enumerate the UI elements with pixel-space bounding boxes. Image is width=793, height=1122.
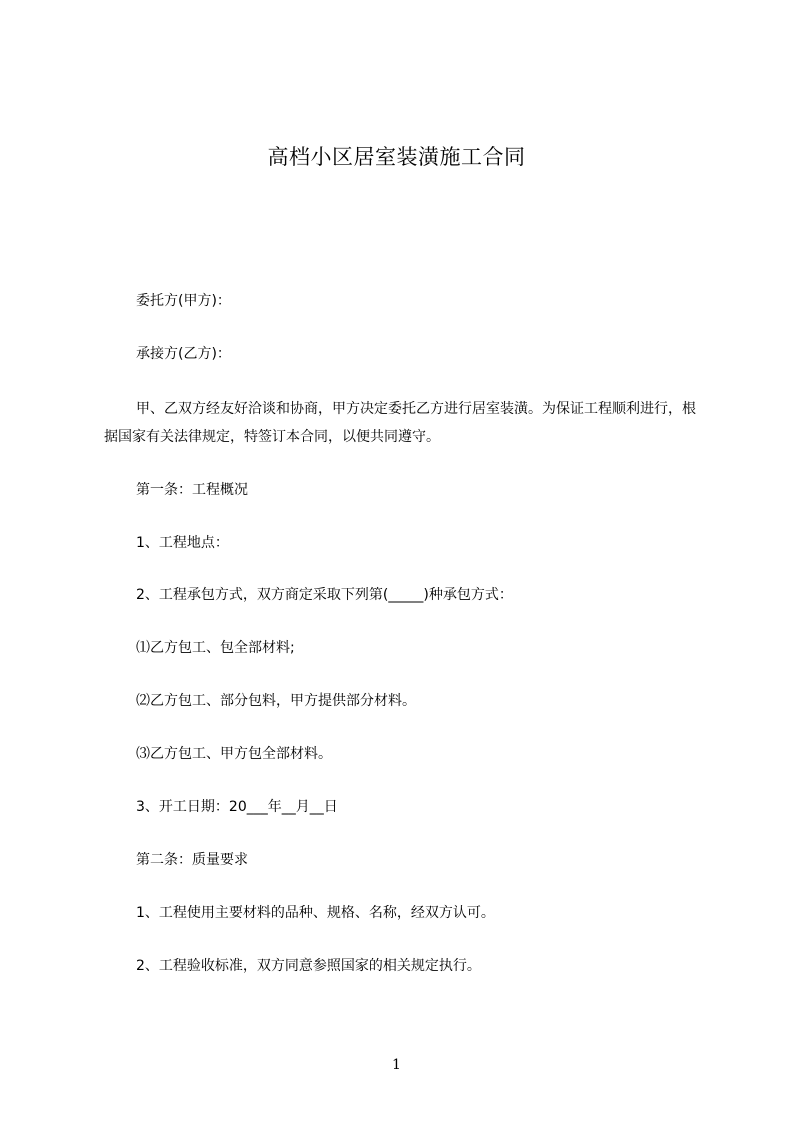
article-2-item-1: 1、工程使用主要材料的品种、规格、名称，经双方认可。 xyxy=(136,905,495,921)
article-2-heading: 第二条：质量要求 xyxy=(136,852,248,868)
party-a-line: 委托方(甲方)： xyxy=(136,293,231,309)
preamble-paragraph: 甲、乙双方经友好洽谈和协商，甲方决定委托乙方进行居室装潢。为保证工程顺利进行，根据国家有关法律规定，特签订本合同，以便共同遵守。 xyxy=(104,401,696,445)
article-2-item-2: 2、工程验收标准，双方同意参照国家的相关规定执行。 xyxy=(136,958,481,974)
party-b-line: 承接方(乙方)： xyxy=(136,346,231,362)
contract-option-3: ⑶乙方包工、甲方包全部材料。 xyxy=(136,746,332,762)
contract-option-2: ⑵乙方包工、部分包料，甲方提供部分材料。 xyxy=(136,693,416,709)
article-1-heading: 第一条：工程概况 xyxy=(136,482,248,498)
article-1-item-2: 2、工程承包方式，双方商定采取下列第(_____)种承包方式： xyxy=(136,587,513,603)
article-1-item-3: 3、开工日期：20___年__月__日 xyxy=(136,799,338,815)
contract-option-1: ⑴乙方包工、包全部材料; xyxy=(136,640,295,656)
article-1-item-1: 1、工程地点： xyxy=(136,535,229,551)
page-number: 1 xyxy=(392,1057,401,1073)
page-title: 高档小区居室装潢施工合同 xyxy=(267,145,526,169)
